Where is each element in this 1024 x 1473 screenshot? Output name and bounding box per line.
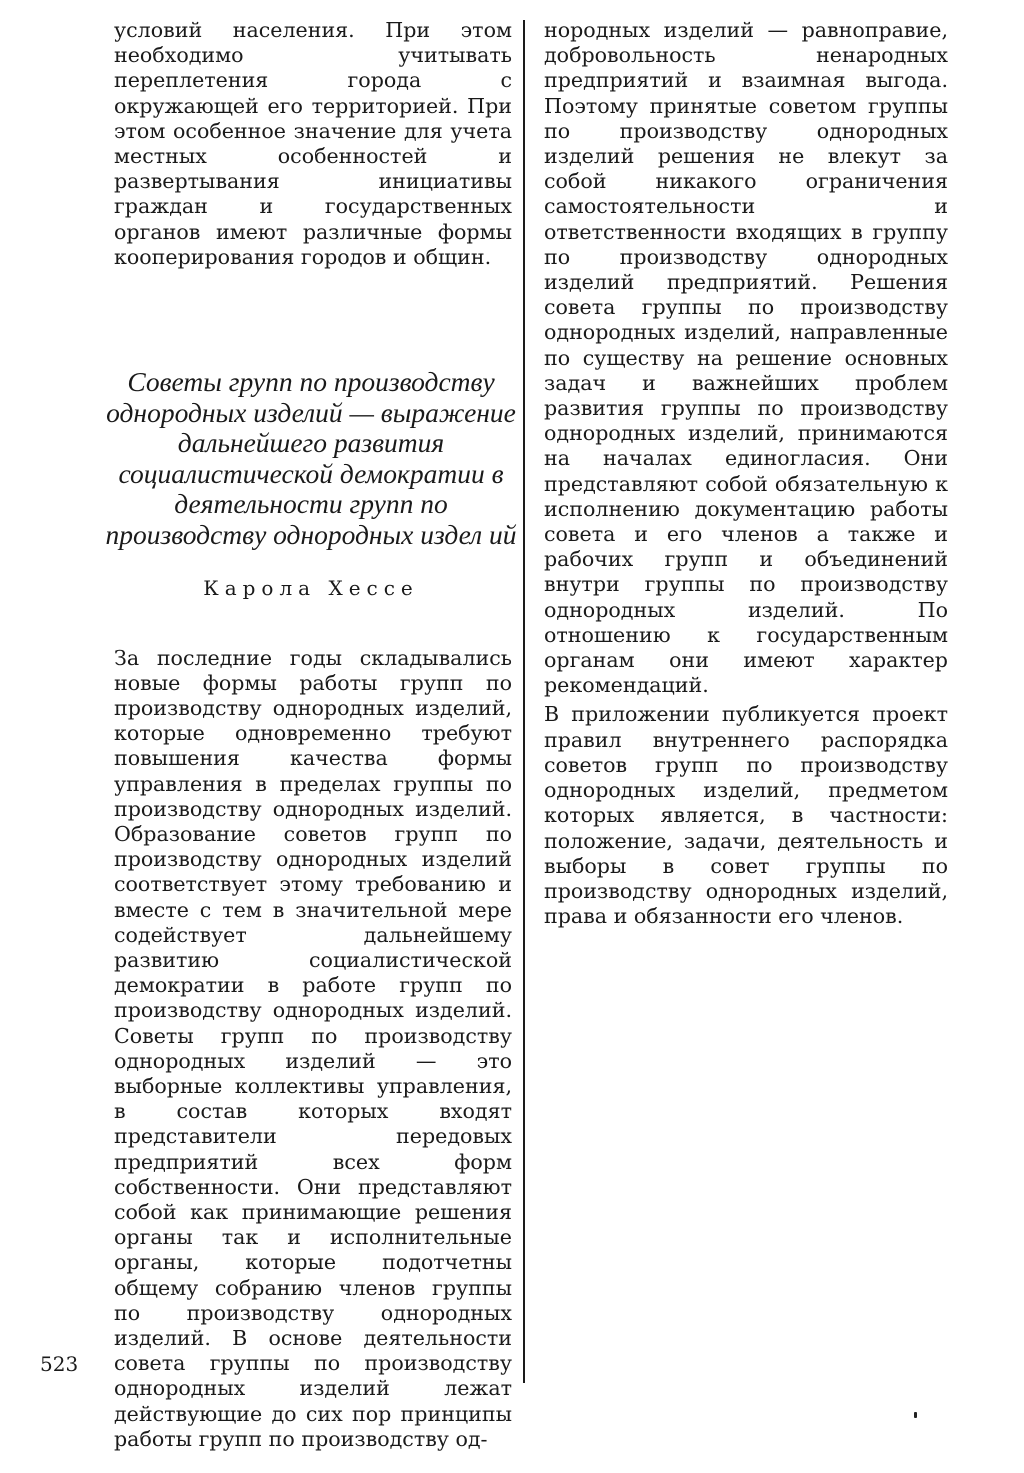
right-column [544,18,948,929]
article-author: Карола Хессе [203,576,419,600]
article-body-left [114,625,512,1473]
scan-speck [914,1412,917,1418]
page-number: 523 [40,1352,79,1376]
left-column-intro [114,18,512,270]
article-title: Советы групп по производству однородных изделий — выражение дальнейшего развития социалистической демократии в деятельности групп по производству однородных издел ий [105,366,517,550]
right-paragraph-2: В приложении публикуется проект правил внутреннего распорядка советов групп по производству однородных изделий, предметом которых является, в частности: положение, задачи, деятельность и выборы в совет группы по производству однородных изделий, права и обязанности его членов. [544,702,948,929]
column-divider [523,20,525,1383]
body-paragraph: За последние годы складывались новые формы работы групп по производству однородных изделий, которые одновременно требуют повышения качества формы управления в пределах группы по производству однородных изделий. Образование советов групп по производству однородных изделий соответствует этому требованию и вместе с тем в значительной мере содействует дальнейшему развитию социалистической демократии в работе групп по производству однородных изделий. Советы групп по производству однородных изделий — это выборные коллективы управления, в состав которых входят представители передовых предприятий всех форм собственности. Они представляют собой как принимающие решения органы так и исполнительные органы, которые подотчетны общему собранию членов группы по производству однородных изделий. В основе деятельности совета группы по производству однородных изделий лежат действующие до сих пор принципы работы групп по производству од- [114,645,512,1451]
intro-paragraph: условий населения. При этом необходимо учитывать переплетения города с окружающей его территорией. При этом особенное значение для учета местных особенностей и развертывания инициативы граждан и государственных органов имеют различные формы кооперирования городов и общин. [114,18,512,269]
right-paragraph-1: нородных изделий — равноправие, добровольность ненародных предприятий и взаимная выгода. Поэтому принятые советом группы по производству однородных изделий решения не влекут за собой никакого ограничения самостоятельности и ответственности входящих в группу по производству однородных изделий предприятий. Решения совета группы по производству однородных изделий, направленные по существу на решение основных задач и важнейших проблем развития группы по производству однородных изделий, принимаются на началах единогласия. Они представляют собой обязательную к исполнению документацию работы совета и его членов а также и рабочих групп и объединений внутри группы по производству однородных изделий. По отношению к государственным органам они имеют характер рекомендаций. [544,18,948,698]
